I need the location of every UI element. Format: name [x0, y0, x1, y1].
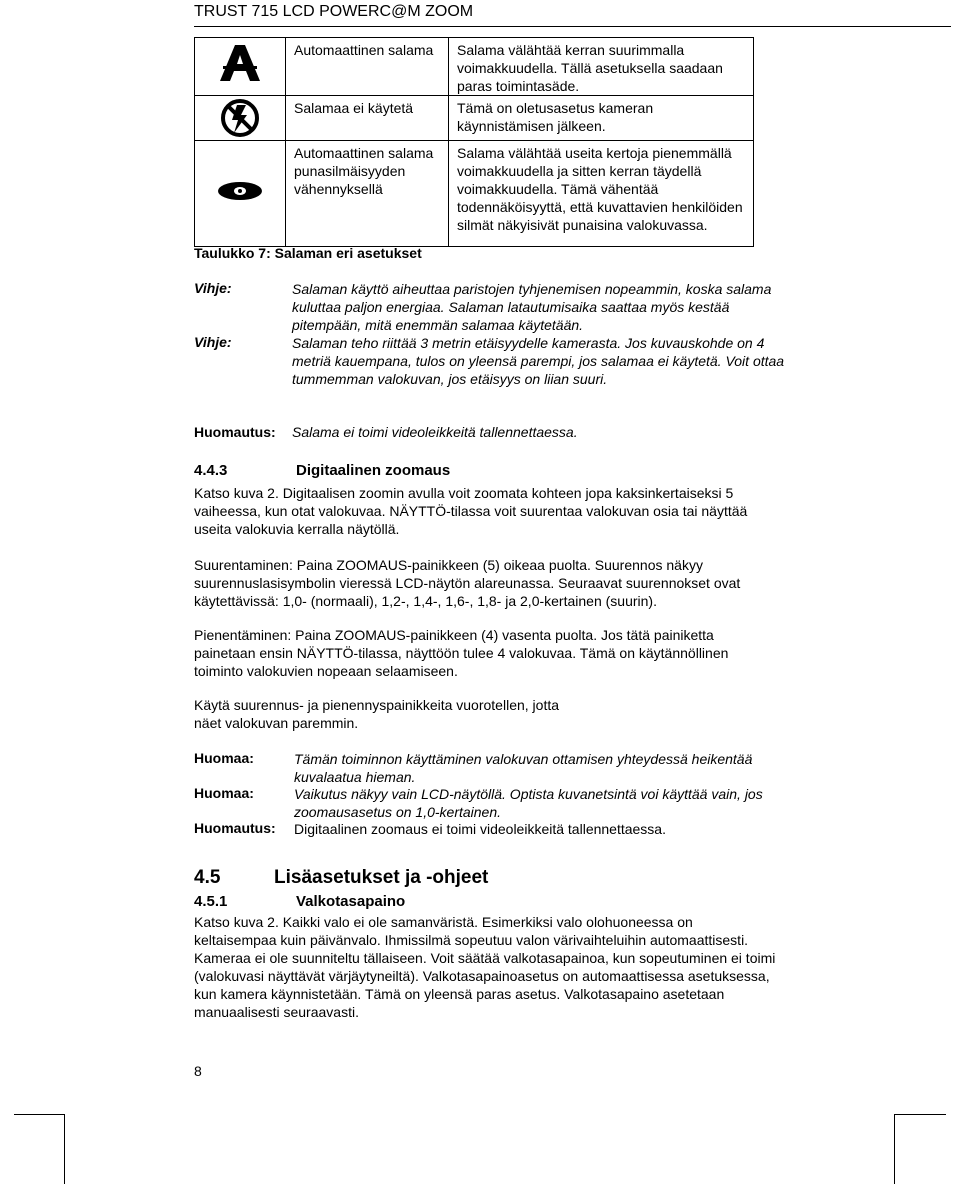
section-number: 4.5 — [194, 867, 221, 888]
flash-off-icon — [219, 97, 261, 139]
section-title: Digitaalinen zoomaus — [296, 462, 451, 479]
flash-mode-description: Tämä on oletusasetus kameran käynnistämisen jälkeen. — [449, 96, 754, 141]
crop-mark — [14, 1114, 64, 1115]
flash-settings-table — [194, 37, 754, 247]
remark-text: Salama ei toimi videoleikkeitä tallennettaessa. — [292, 424, 578, 440]
note-label: Huomaa: — [194, 750, 254, 766]
table-caption: Taulukko 7: Salaman eri asetukset — [194, 245, 422, 261]
crop-mark — [64, 1114, 65, 1184]
crop-mark — [894, 1114, 946, 1115]
flash-mode-label: Automaattinen salama — [286, 38, 449, 96]
header-rule — [194, 26, 951, 27]
crop-mark — [894, 1114, 895, 1184]
paragraph: Pienentäminen: Paina ZOOMAUS-painikkeen (4) vasenta puolta. Jos tätä painiketta painetaan ensin NÄYTTÖ-tilassa, näyttöön tulee 4 valokuvaa. Tämä on käytännöllinen toiminto valokuvien nopeaan selaamiseen. — [194, 627, 729, 679]
tip-text: Salaman teho riittää 3 metrin etäisyydelle kamerasta. Jos kuvauskohde on 4 metriä kauempana, tulos on yleensä parempi, jos salamaa ei käytetä. Voit ottaa tummemman valokuvan, jos etäisyys on liian suuri. — [292, 335, 785, 387]
tip-label: Vihje: — [194, 280, 232, 296]
paragraph: Katso kuva 2. Kaikki valo ei ole samanväristä. Esimerkiksi valo olohuoneessa on keltaisempaa kuin päivänvalo. Ihmissilmä sopeutuu valon värivaihteluihin automaattisesti. Kameraa ei ole suunniteltu tällaiseen. Voit säätää valkotasapainoa, kun sopeutuminen ei toimi (valokuvasi näyttävät värjäytyneiltä). Valkotasapainoasetus on automaattisessa asetuksessa, kun kamera käynnistetään. Tämä on yleensä paras asetus. Valkotasapaino asetetaan manuaalisesti seuraavasti. — [194, 914, 776, 1020]
section-number: 4.5.1 — [194, 893, 228, 910]
tip-label: Vihje: — [194, 334, 232, 350]
table-row — [195, 96, 754, 141]
paragraph: Suurentaminen: Paina ZOOMAUS-painikkeen (5) oikeaa puolta. Suurennos näkyy suurennuslasisymbolin vieressä LCD-näytön alareunassa. Seuraavat suurennokset ovat käytettävissä: 1,0- (normaali), 1,2-, 1,4-, 1,6-, 1,8- ja 2,0-kertainen (suurin). — [194, 557, 741, 609]
auto-flash-icon — [219, 43, 261, 83]
note-text: Digitaalinen zoomaus ei toimi videoleikkeitä tallennettaessa. — [294, 821, 666, 837]
note-text: Vaikutus näkyy vain LCD-näytöllä. Optista kuvanetsintä voi käyttää vain, jos zoomausasetus on 1,0-kertainen. — [294, 786, 763, 820]
remark-label: Huomautus: — [194, 424, 276, 440]
paragraph: Katso kuva 2. Digitaalisen zoomin avulla voit zoomata kohteen jopa kaksinkertaiseksi 5 vaiheessa, kun otat valokuvaa. NÄYTTÖ-tilassa voit suurentaa valokuvan osia tai näyttää useita valokuvia kerralla näytöllä. — [194, 485, 748, 537]
flash-mode-label: Automaattinen salama punasilmäisyyden vähennyksellä — [286, 141, 449, 247]
section-title: Lisäasetukset ja -ohjeet — [274, 867, 489, 888]
flash-mode-description: Salama välähtää kerran suurimmalla voimakkuudella. Tällä asetuksella saadaan paras toimintasäde. — [449, 38, 754, 96]
flash-mode-label: Salamaa ei käytetä — [286, 96, 449, 141]
note-label: Huomautus: — [194, 820, 276, 836]
paragraph: Käytä suurennus- ja pienennyspainikkeita vuorotellen, jotta näet valokuvan paremmin. — [194, 697, 560, 731]
flash-mode-description: Salama välähtää useita kertoja pienemmällä voimakkuudella ja sitten kerran täydellä voimakkuudella. Tämä vähentää todennäköisyyttä, että kuvattavien henkilöiden silmät näkyisivät punaisina valokuvassa. — [449, 141, 754, 247]
table-row — [195, 141, 754, 247]
document-header-title: TRUST 715 LCD POWERC@M ZOOM — [194, 3, 474, 20]
section-number: 4.4.3 — [194, 462, 228, 479]
note-label: Huomaa: — [194, 785, 254, 801]
note-text: Tämän toiminnon käyttäminen valokuvan ottamisen yhteydessä heikentää kuvalaatua hieman. — [294, 751, 753, 785]
table-row — [195, 38, 754, 96]
red-eye-icon — [217, 180, 263, 202]
page-number: 8 — [194, 1063, 202, 1079]
tip-text: Salaman käyttö aiheuttaa paristojen tyhjenemisen nopeammin, koska salama kuluttaa paljon energiaa. Salaman latautumisaika saattaa myös kestää pitempään, mitä enemmän salamaa käytetään. — [292, 281, 772, 333]
section-title: Valkotasapaino — [296, 893, 406, 910]
